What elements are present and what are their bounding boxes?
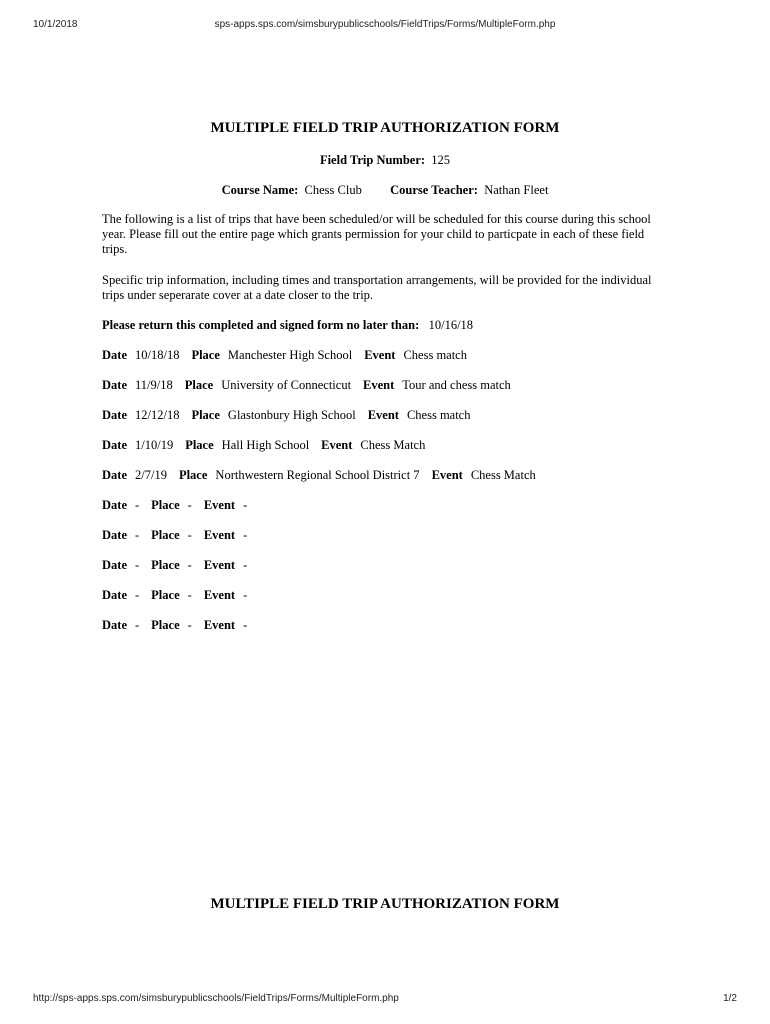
trip-row <box>102 438 425 453</box>
trip-row <box>102 498 247 513</box>
trip-event-value: - <box>243 528 248 542</box>
trip-date-label: Date <box>102 438 127 452</box>
trip-place-label: Place <box>151 498 180 512</box>
trip-date-label: Date <box>102 468 127 482</box>
trip-place-label: Place <box>178 468 208 482</box>
trip-row <box>102 588 247 603</box>
trip-event-label: Event <box>203 618 236 632</box>
trip-date-value: - <box>135 528 140 542</box>
form-title: MULTIPLE FIELD TRIP AUTHORIZATION FORM <box>210 120 560 136</box>
course-name-value: Chess Club <box>304 183 362 197</box>
trip-place-value: - <box>187 528 192 542</box>
trip-place-value: - <box>187 498 192 512</box>
return-deadline-date: 10/16/18 <box>428 318 474 332</box>
field-trip-number-line <box>0 153 770 168</box>
print-date: 10/1/2018 <box>33 19 78 30</box>
course-teacher-value: Nathan Fleet <box>484 183 549 197</box>
info-paragraph: Specific trip information, including times and transportation arrangements, will be provided for the individual trips under seperarate cover at a date closer to the trip. <box>102 273 652 302</box>
trip-event-value: Chess match <box>406 408 471 422</box>
print-header-url: sps-apps.sps.com/simsburypublicschools/FieldTrips/Forms/MultipleForm.php <box>214 19 556 30</box>
trip-event-label: Event <box>203 558 236 572</box>
trip-row <box>102 528 247 543</box>
trip-date-label: Date <box>102 498 127 512</box>
trip-event-value: Chess Match <box>470 468 536 482</box>
trip-date-value: 12/12/18 <box>135 408 180 422</box>
trip-row <box>102 558 247 573</box>
trip-place-label: Place <box>151 588 180 602</box>
field-trip-number-label: Field Trip Number: <box>319 153 426 167</box>
trip-date-value: - <box>135 558 140 572</box>
trip-event-label: Event <box>431 468 463 482</box>
trip-place-value: University of Connecticut <box>221 378 352 392</box>
trip-event-label: Event <box>367 408 399 422</box>
return-deadline-label: Please return this completed and signed form no later than: <box>102 318 420 332</box>
trip-place-value: Glastonbury High School <box>227 408 356 422</box>
trip-event-label: Event <box>321 438 353 452</box>
trip-event-value: Chess Match <box>360 438 426 452</box>
trip-event-label: Event <box>203 528 236 542</box>
trip-place-value: - <box>187 618 192 632</box>
trip-place-label: Place <box>191 348 220 362</box>
trip-place-value: Hall High School <box>221 438 310 452</box>
trip-row <box>102 408 471 423</box>
trip-row <box>102 468 536 483</box>
trip-event-label: Event <box>363 378 395 392</box>
trip-date-label: Date <box>102 408 127 422</box>
trip-place-label: Place <box>151 528 180 542</box>
trip-date-value: 11/9/18 <box>135 378 173 392</box>
trip-date-value: 2/7/19 <box>135 468 167 482</box>
trip-event-label: Event <box>203 498 236 512</box>
course-teacher-label: Course Teacher: <box>390 183 478 197</box>
form-title-repeat: MULTIPLE FIELD TRIP AUTHORIZATION FORM <box>210 896 560 912</box>
trip-place-value: - <box>187 558 192 572</box>
field-trip-number-value: 125 <box>431 153 451 167</box>
trip-date-label: Date <box>102 618 127 632</box>
trip-date-label: Date <box>102 588 127 602</box>
trip-event-value: Chess match <box>403 348 467 362</box>
trip-place-label: Place <box>184 378 214 392</box>
course-line <box>0 183 770 198</box>
trip-date-label: Date <box>102 348 127 362</box>
trip-place-label: Place <box>151 558 180 572</box>
trip-event-label: Event <box>364 348 396 362</box>
trip-date-label: Date <box>102 528 127 542</box>
trip-date-value: - <box>135 588 140 602</box>
course-name-label: Course Name: <box>221 183 299 197</box>
intro-paragraph: The following is a list of trips that have been scheduled/or will be scheduled for this course during this school year. Please fill out the entire page which grants permission for your child to particpate in each of these field trips. <box>102 212 651 256</box>
trip-date-value: 10/18/18 <box>135 348 180 362</box>
trip-date-value: 1/10/19 <box>135 438 174 452</box>
trip-date-value: - <box>135 618 140 632</box>
trip-date-label: Date <box>102 378 127 392</box>
trip-place-value: - <box>187 588 192 602</box>
trip-place-value: Northwestern Regional School District 7 <box>215 468 420 482</box>
trip-event-value: Tour and chess match <box>402 378 511 392</box>
trip-row <box>102 348 467 363</box>
trip-event-label: Event <box>203 588 236 602</box>
trip-place-label: Place <box>185 438 214 452</box>
return-deadline-line <box>102 318 473 333</box>
trip-date-value: - <box>135 498 140 512</box>
trip-event-value: - <box>243 558 248 572</box>
trip-row <box>102 618 247 633</box>
trip-row <box>102 378 511 393</box>
trip-place-label: Place <box>191 408 220 422</box>
print-footer-url: http://sps-apps.sps.com/simsburypublicschools/FieldTrips/Forms/MultipleForm.php <box>33 993 399 1004</box>
trip-place-value: Manchester High School <box>227 348 353 362</box>
trip-event-value: - <box>243 588 248 602</box>
trip-event-value: - <box>243 618 248 632</box>
page-number: 1/2 <box>723 993 737 1004</box>
trip-event-value: - <box>243 498 248 512</box>
trip-date-label: Date <box>102 558 127 572</box>
trip-place-label: Place <box>151 618 180 632</box>
